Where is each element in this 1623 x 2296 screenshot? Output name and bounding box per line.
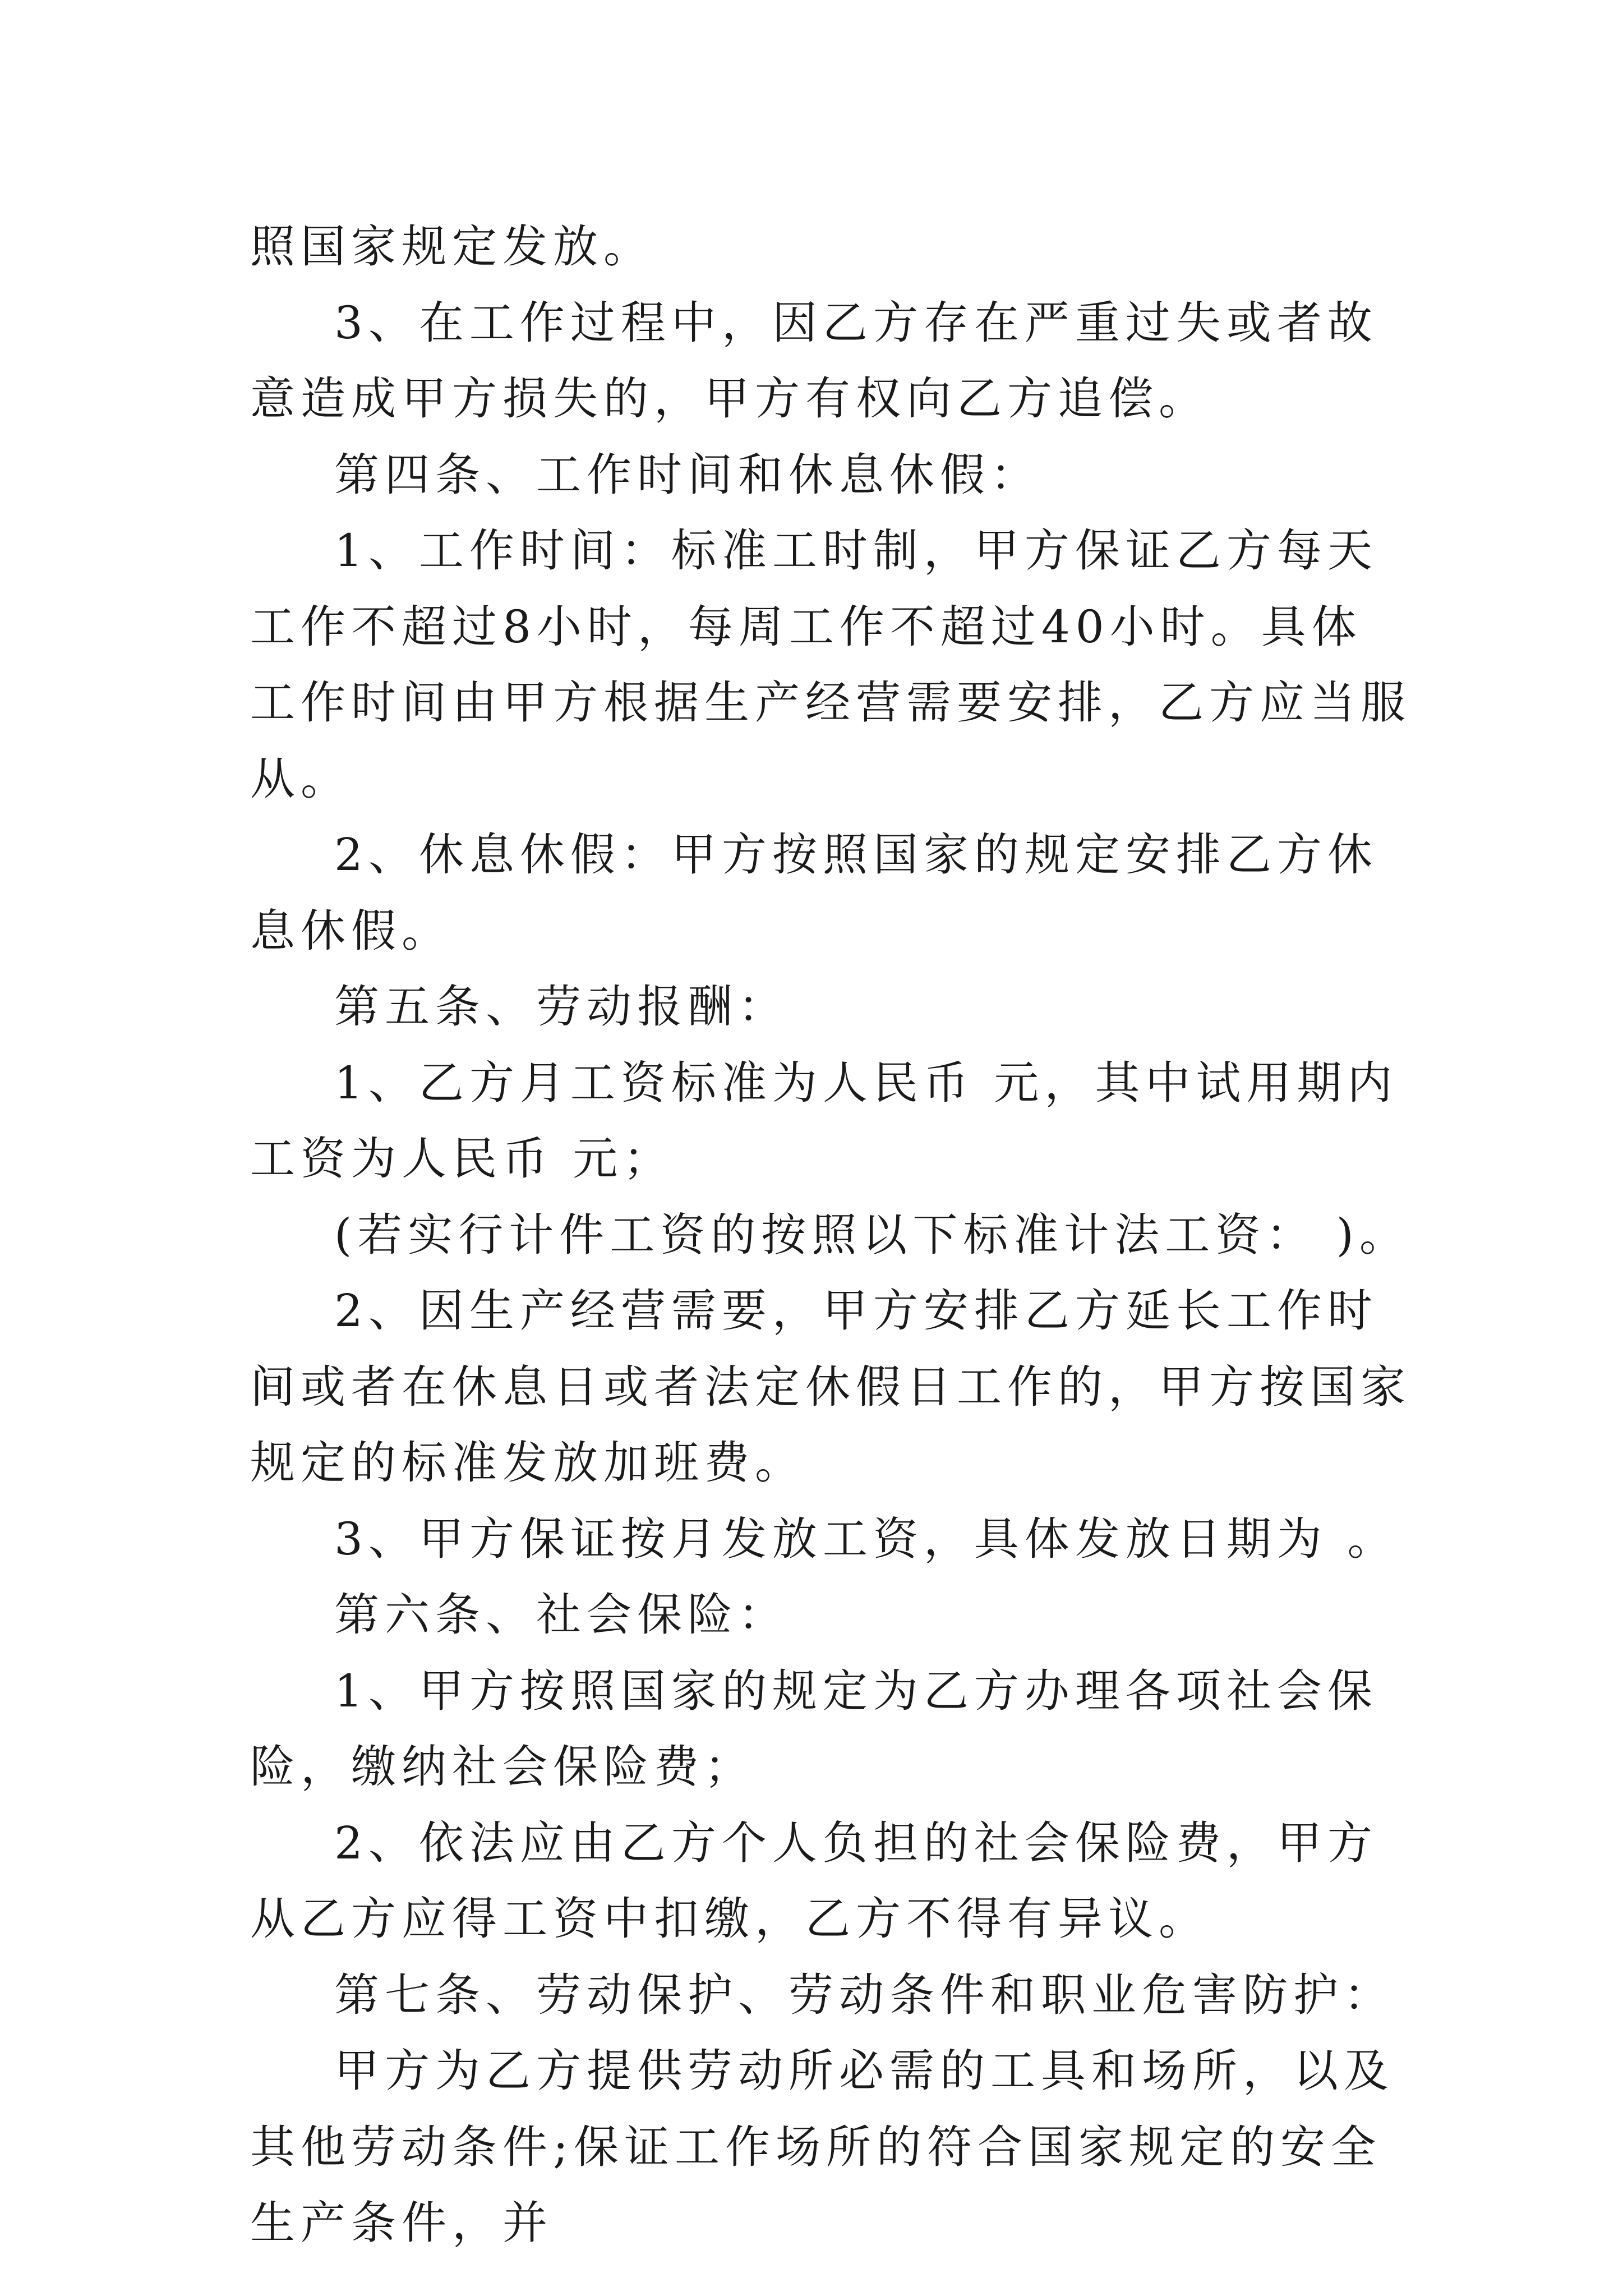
paragraph-clause-3-compensation: 3、在工作过程中，因乙方存在严重过失或者故意造成甲方损失的，甲方有权向乙方追偿。 bbox=[250, 296, 1378, 425]
heading-article-7: 第七条、劳动保护、劳动条件和职业危害防护： bbox=[334, 1968, 1394, 2021]
paragraph-labor-conditions: 甲方为乙方提供劳动所必需的工具和场所，以及其他劳动条件;保证工作场所的符合国家规定的安全生产条件，并 bbox=[250, 2045, 1394, 2249]
heading-article-6: 第六条、社会保险： bbox=[334, 1589, 789, 1641]
heading-article-5: 第五条、劳动报酬： bbox=[334, 981, 789, 1033]
document-body bbox=[250, 209, 1411, 2261]
heading-article-4: 第四条、工作时间和休息休假： bbox=[334, 448, 1041, 501]
paragraph-piece-rate: (若实行计件工资的按照以下标准计法工资： )。 bbox=[334, 1208, 1410, 1261]
paragraph-insurance-deduction: 2、依法应由乙方个人负担的社会保险费，甲方从乙方应得工资中扣缴，乙方不得有异议。 bbox=[250, 1816, 1378, 1945]
paragraph-pay-date: 3、甲方保证按月发放工资，具体发放日期为 。 bbox=[334, 1512, 1398, 1565]
paragraph-social-insurance: 1、甲方按照国家的规定为乙方办理各项社会保险，缴纳社会保险费； bbox=[250, 1664, 1378, 1793]
paragraph-overtime-pay: 2、因生产经营需要，甲方安排乙方延长工作时间或者在休息日或者法定休假日工作的，甲方按国家规定的标准发放加班费。 bbox=[250, 1285, 1411, 1489]
paragraph-monthly-wage: 1、乙方月工资标准为人民币 元，其中试用期内工资为人民币 元； bbox=[250, 1056, 1398, 1185]
paragraph-continuation: 照国家规定发放。 bbox=[250, 220, 654, 273]
paragraph-working-hours: 1、工作时间：标准工时制，甲方保证乙方每天工作不超过8小时，每周工作不超过40小时。具体工作时间由甲方根据生产经营需要安排，乙方应当服从。 bbox=[250, 524, 1411, 805]
paragraph-rest-leave: 2、休息休假：甲方按照国家的规定安排乙方休息休假。 bbox=[250, 829, 1378, 957]
